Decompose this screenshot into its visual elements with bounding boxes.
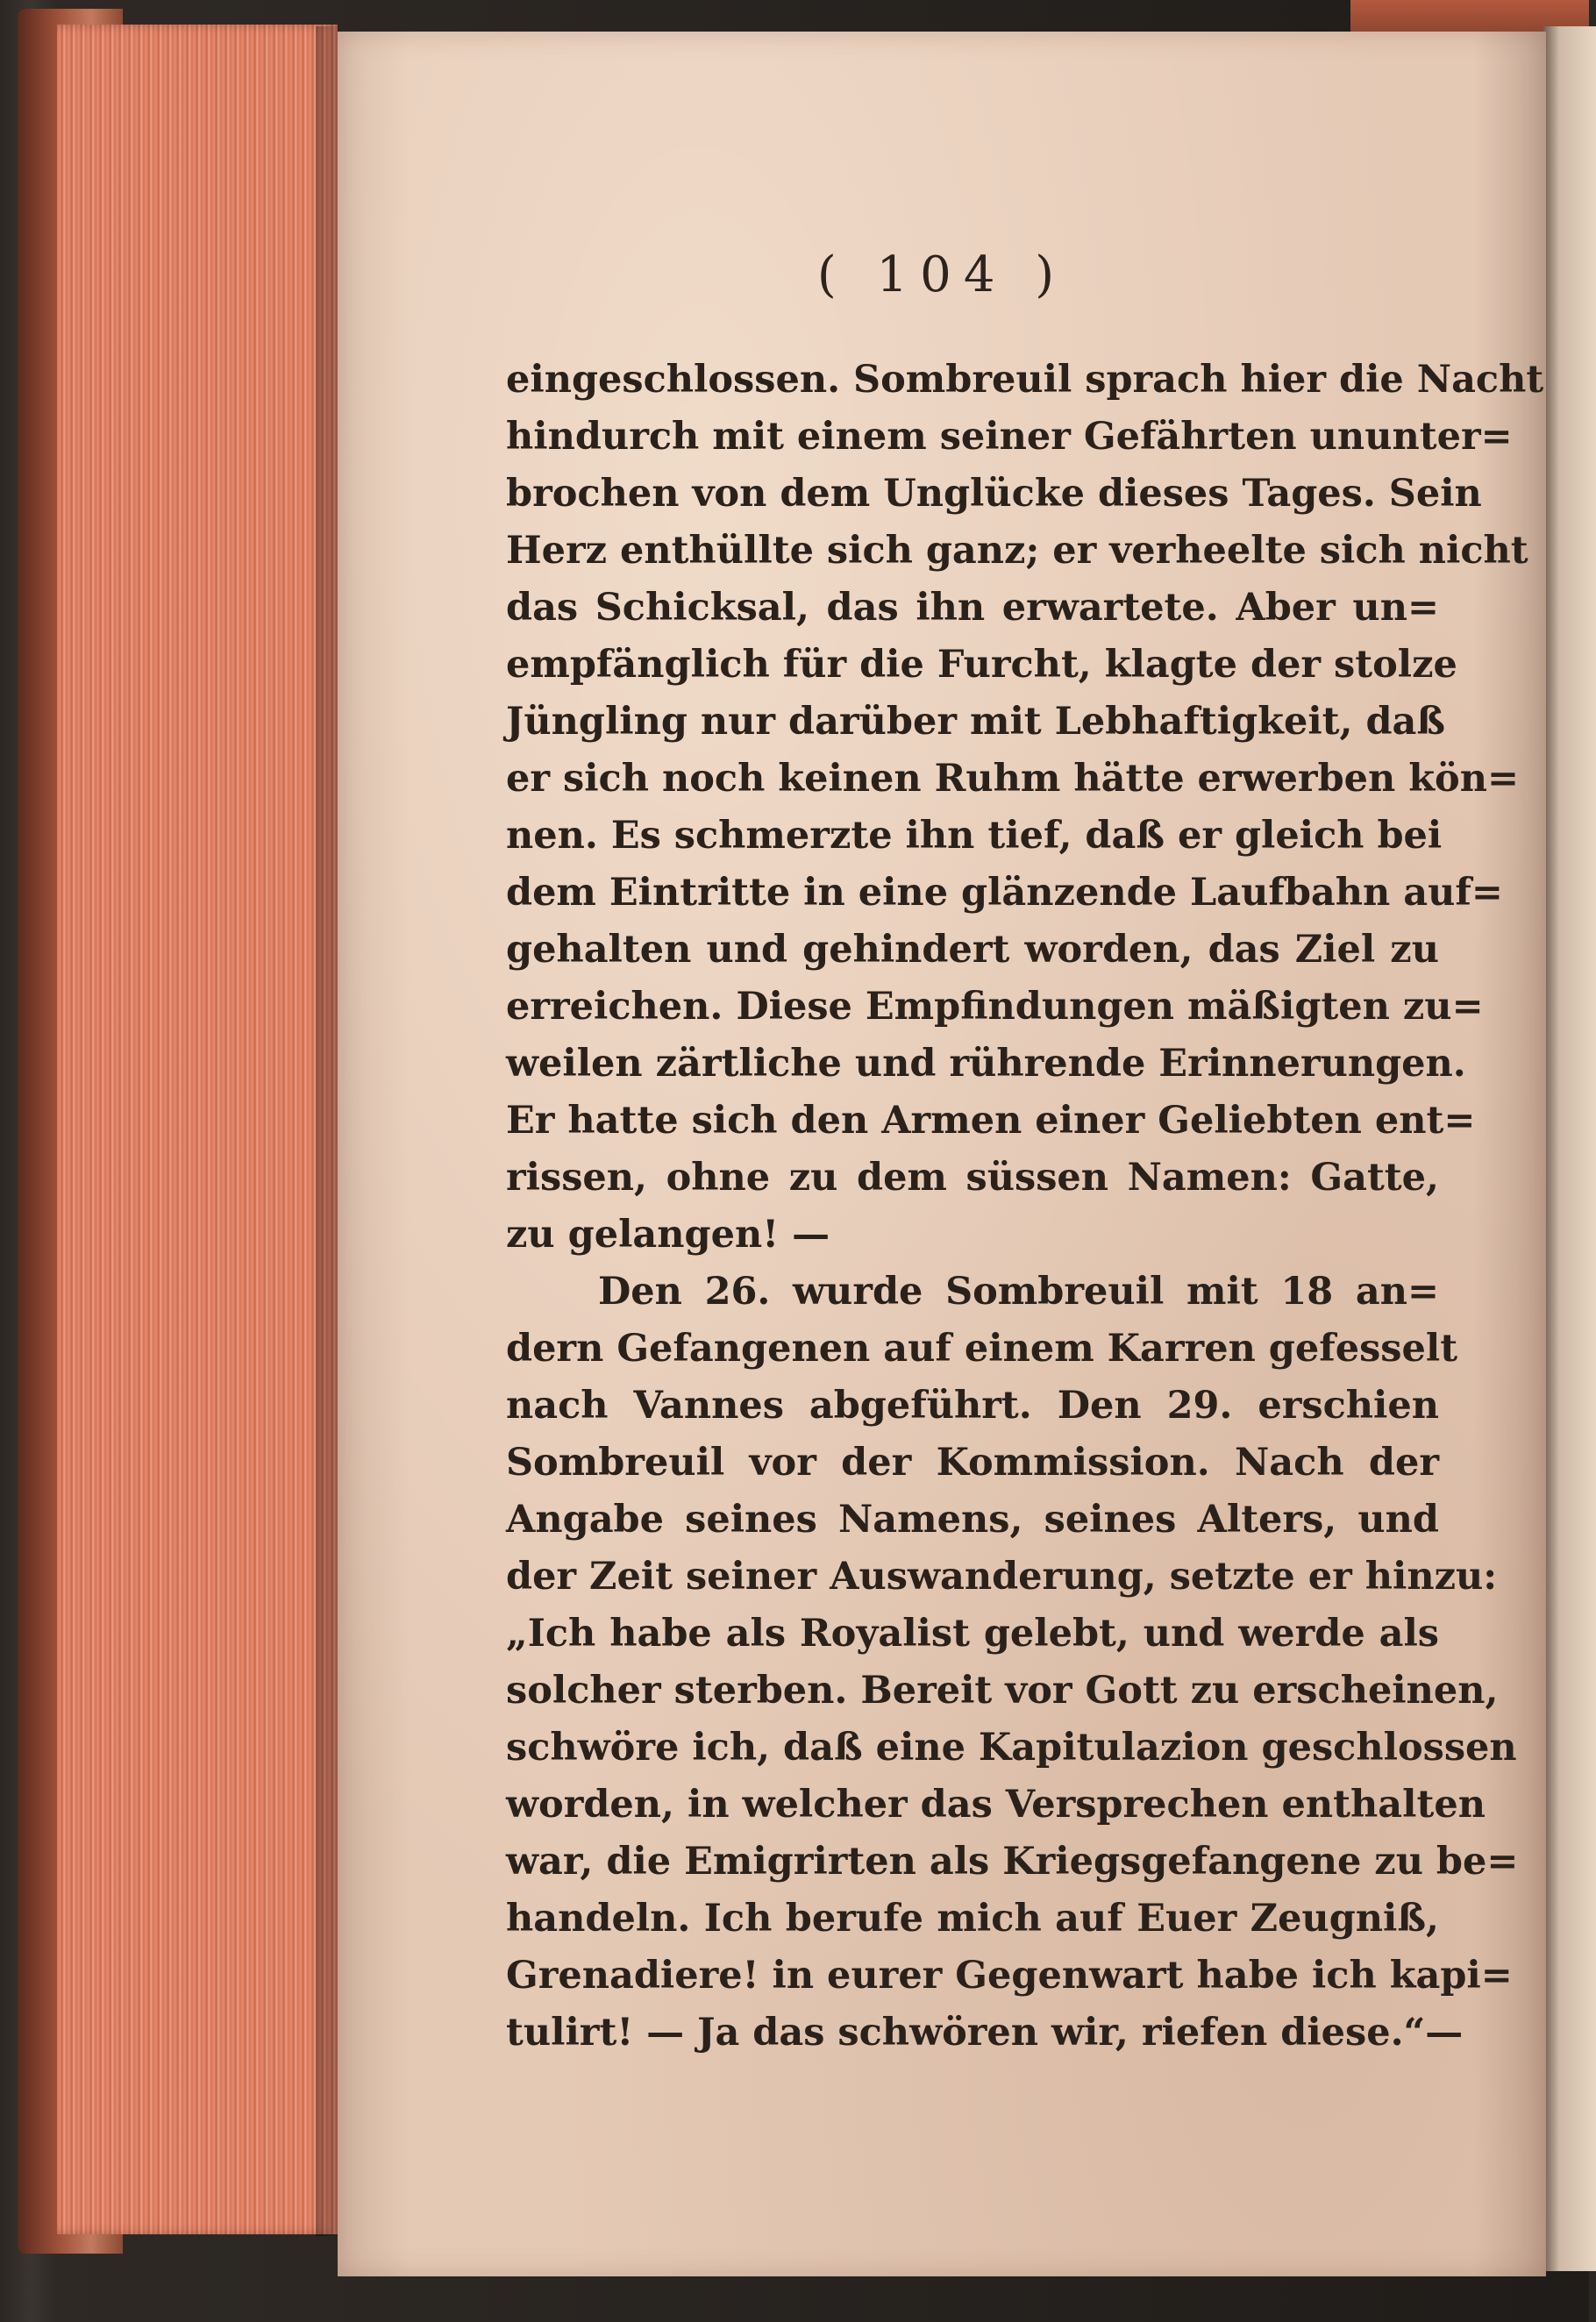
facing-page-edge	[1543, 26, 1596, 2271]
text-line: Er hatte sich den Armen einer Geliebten ent=	[506, 1099, 1476, 1143]
text-line: Jüngling nur darüber mit Lebhaftigkeit, daß	[506, 700, 1446, 744]
text-line: worden, in welcher das Versprechen enthalten	[506, 1783, 1486, 1827]
text-line: Den 26. wurde Sombreuil mit 18 an=	[598, 1270, 1439, 1314]
text-line: dem Eintritte in eine glänzende Laufbahn auf=	[506, 871, 1503, 915]
text-line: war, die Emigrirten als Kriegsgefangene zu be=	[506, 1840, 1519, 1884]
text-line: nen. Es schmerzte ihn tief, daß er gleich bei	[506, 814, 1443, 858]
page-number: ( 104 )	[816, 246, 1067, 303]
text-line: weilen zärtliche und rührende Erinnerungen.	[506, 1042, 1466, 1086]
text-line: „Ich habe als Royalist gelebt, und werde als	[506, 1612, 1439, 1656]
text-line: erreichen. Diese Empfindungen mäßigten zu=	[506, 985, 1484, 1029]
text-line: hindurch mit einem seiner Gefährten ununter=	[506, 415, 1513, 459]
text-line: brochen von dem Unglücke dieses Tages. Sein	[506, 472, 1482, 516]
text-line: Herz enthüllte sich ganz; er verheelte sich nicht	[506, 529, 1528, 573]
text-line: Sombreuil vor der Kommission. Nach der	[506, 1441, 1439, 1485]
book-page	[338, 32, 1546, 2276]
text-line: gehalten und gehindert worden, das Ziel zu	[506, 928, 1439, 972]
text-line: Angabe seines Namens, seines Alters, und	[506, 1498, 1439, 1542]
text-line: das Schicksal, das ihn erwartete. Aber un=	[506, 586, 1439, 630]
text-line: schwöre ich, daß eine Kapitulazion geschlossen	[506, 1726, 1517, 1770]
text-line: zu gelangen! —	[506, 1213, 830, 1257]
text-line: tulirt! — Ja das schwören wir, riefen diese.“—	[506, 2011, 1464, 2055]
page-text	[506, 352, 1544, 2062]
text-line: eingeschlossen. Sombreuil sprach hier die Nacht	[506, 358, 1544, 402]
text-line: er sich noch keinen Ruhm hätte erwerben kön=	[506, 757, 1520, 801]
text-line: empfänglich für die Furcht, klagte der stolze	[506, 643, 1457, 687]
text-line: der Zeit seiner Auswanderung, setzte er hinzu:	[506, 1555, 1498, 1599]
text-line: dern Gefangenen auf einem Karren gefesselt	[506, 1327, 1458, 1371]
text-line: solcher sterben. Bereit vor Gott zu erscheinen,	[506, 1669, 1499, 1713]
text-line: nach Vannes abgeführt. Den 29. erschien	[506, 1384, 1439, 1428]
text-line: handeln. Ich berufe mich auf Euer Zeugniß,	[506, 1897, 1439, 1941]
text-line: Grenadiere! in eurer Gegenwart habe ich kapi=	[506, 1954, 1513, 1998]
text-line: rissen, ohne zu dem süssen Namen: Gatte,	[506, 1156, 1439, 1200]
page-edges	[57, 25, 338, 2234]
